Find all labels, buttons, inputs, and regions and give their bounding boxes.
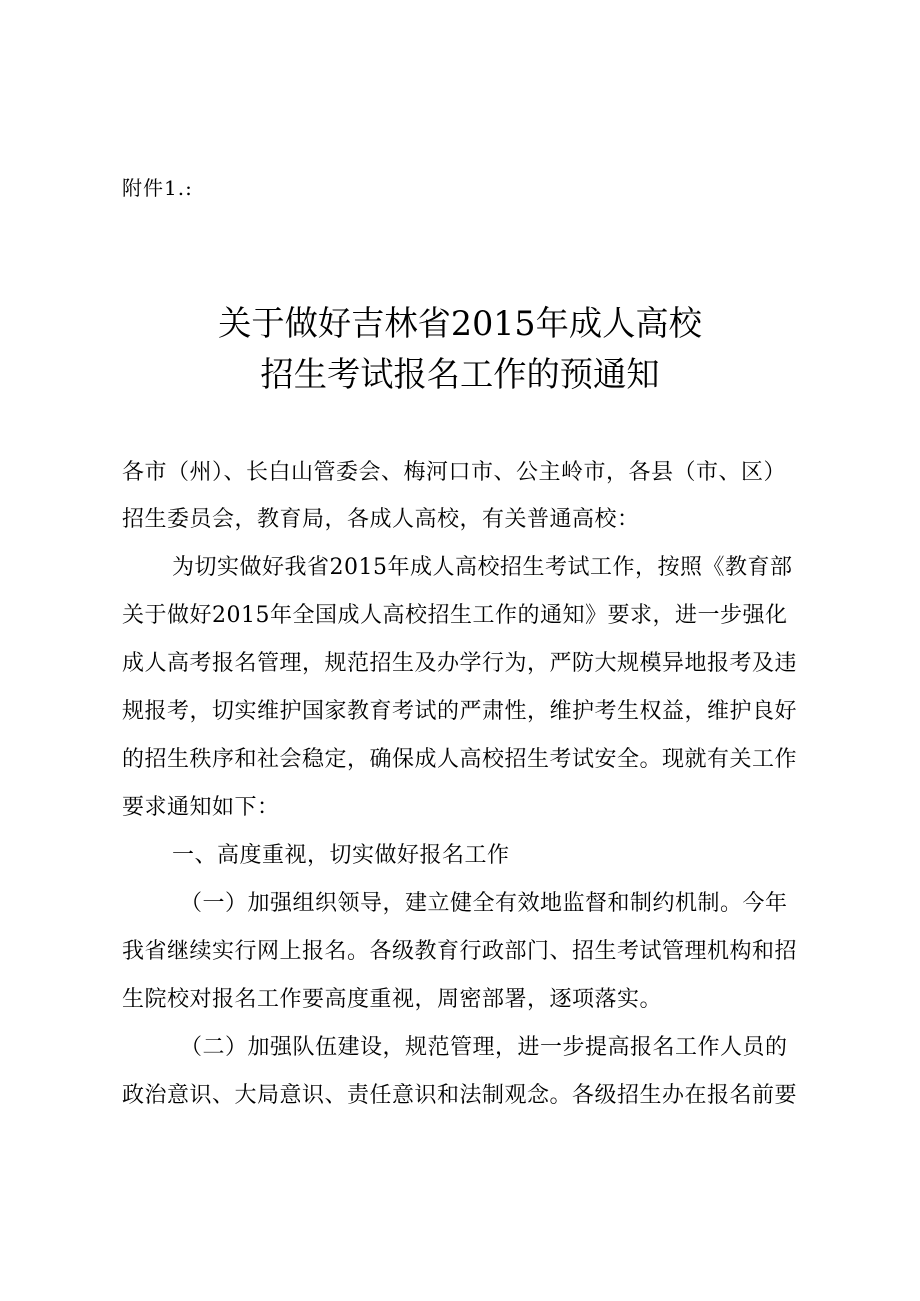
attachment-label: 附件1.: (122, 176, 193, 200)
body-line: 规报考，切实维护国家教育考试的严肃性，维护考生权益，维护良好 (122, 699, 798, 724)
body-line: 我省继续实行网上报名。各级教育行政部门、招生考试管理机构和招 (122, 939, 798, 964)
body-line: 生院校对报名工作要高度重视，周密部署，逐项落实。 (122, 987, 663, 1012)
body-line: （一）加强组织领导，建立健全有效地监督和制约机制。今年 (180, 891, 788, 916)
body-line: （二）加强队伍建设，规范管理，进一步提高报名工作人员的 (180, 1035, 788, 1060)
body-line: 的招生秩序和社会稳定，确保成人高校招生考试安全。现就有关工作 (122, 747, 798, 772)
body-line: 政治意识、大局意识、责任意识和法制观念。各级招生办在报名前要 (122, 1083, 798, 1108)
document-title-line-1: 关于做好吉林省2015年成人高校 (218, 304, 702, 344)
body-line: 成人高考报名管理，规范招生及办学行为，严防大规模异地报考及违 (122, 651, 798, 676)
body-line: 招生委员会，教育局，各成人高校，有关普通高校： (122, 507, 640, 532)
body-line: 各市（州）、长白山管委会、梅河口市、公主岭市，各县（市、区） (122, 460, 787, 485)
body-line: 关于做好2015年全国成人高校招生工作的通知》要求，进一步强化 (122, 603, 788, 628)
section-heading: 一、高度重视，切实做好报名工作 (172, 843, 510, 868)
body-line: 为切实做好我省2015年成人高校招生考试工作，按照《教育部 (172, 555, 793, 580)
document-title-line-2: 招生考试报名工作的预通知 (260, 355, 660, 395)
body-line: 要求通知如下： (122, 795, 280, 820)
